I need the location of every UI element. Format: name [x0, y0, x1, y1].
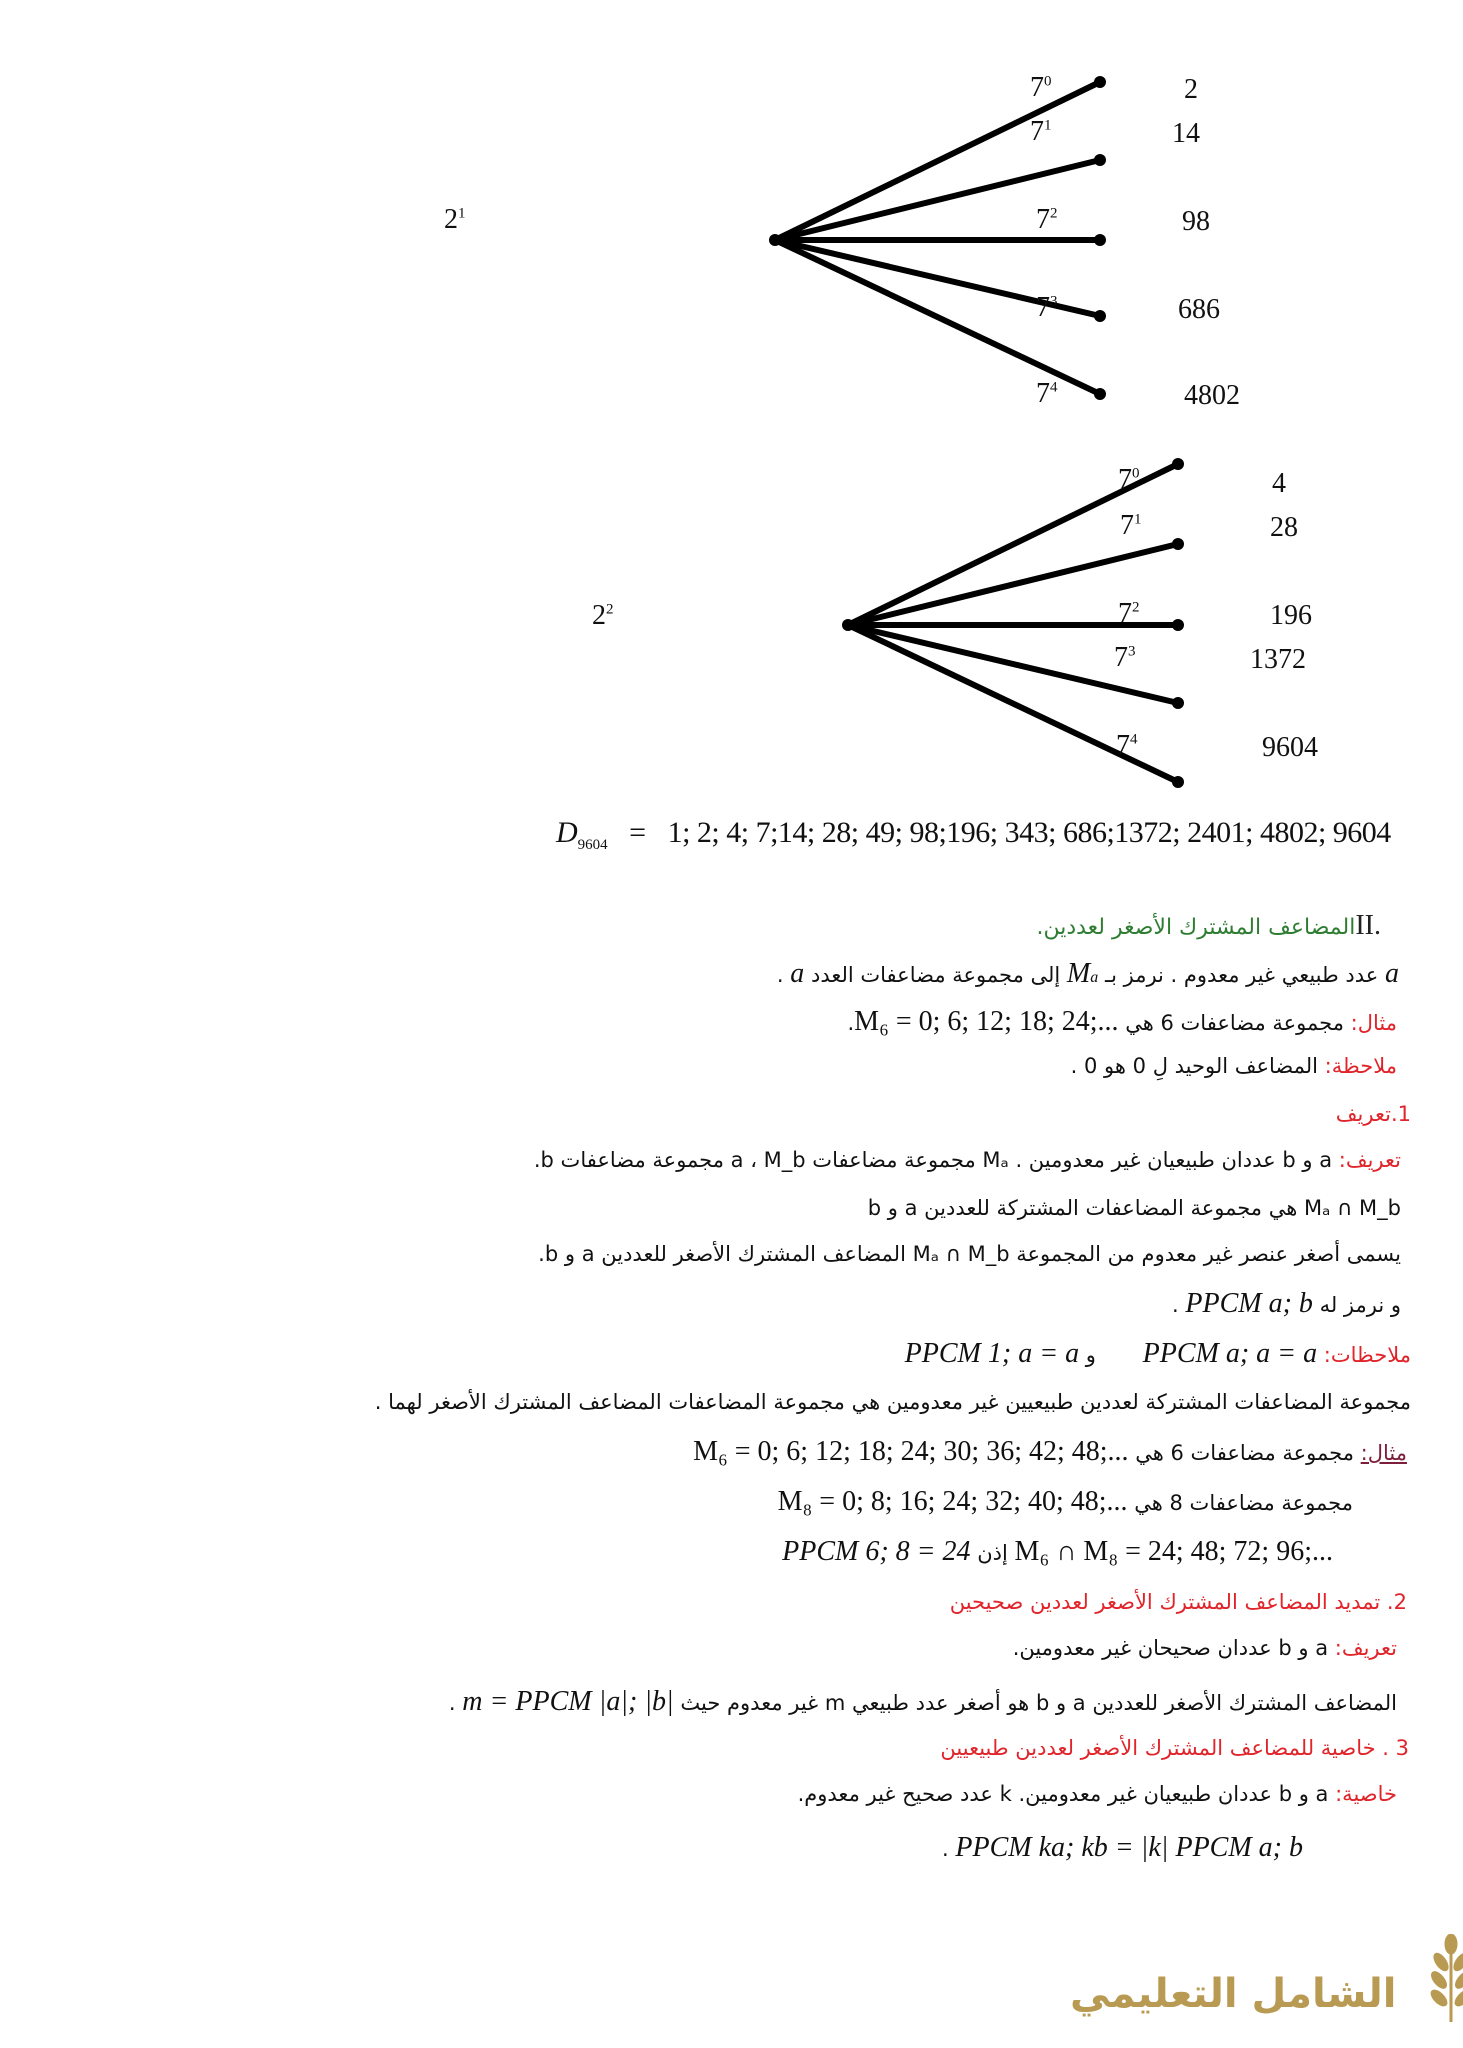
tree2-leaf-node	[1172, 619, 1184, 631]
tree2-power-label: $7^4$	[1116, 730, 1138, 761]
example-2-line-1: مثال: مجموعة مضاعفات 6 هي M₆ = 0; 6; 12; 18; 24; 30; 36; 42; 48;...	[693, 1436, 1407, 1467]
tree1-power-label: $7^4$	[1036, 378, 1058, 409]
tree1-leaf-node	[1094, 310, 1106, 322]
tree2-power-label: $7^0$	[1118, 464, 1140, 495]
tree2-power-label: $7^3$	[1114, 642, 1136, 673]
definition-2-line-1: تعريف: a و b عددان صحيحان غير معدومين.	[1012, 1636, 1397, 1660]
tree1-power-label: $7^3$	[1036, 292, 1058, 323]
notes-line-1: ملاحظات: PPCM a; a = a و PPCM 1; a = a	[904, 1338, 1411, 1369]
tree2-value-label: 28	[1270, 512, 1298, 543]
tree2-value-label: 1372	[1250, 644, 1306, 675]
tree-1	[769, 76, 1106, 400]
tree2-value-label: 4	[1272, 468, 1286, 499]
example-1: مثال: مجموعة مضاعفات 6 هي M₆ = 0; 6; 12; 18; 24;....	[847, 1006, 1397, 1037]
tree2-value-label: 9604	[1262, 732, 1318, 763]
definition-line-2: Mₐ ∩ M_b هي مجموعة المضاعفات المشتركة للعددين a و b	[867, 1196, 1401, 1220]
definition-line-3: يسمى أصغر عنصر غير معدوم من المجموعة Mₐ ∩ M_b المضاعف المشترك الأصغر للعددين a و b.	[538, 1242, 1401, 1266]
tree1-value-label: 686	[1178, 294, 1220, 325]
note-1: ملاحظة: المضاعف الوحيد لِ 0 هو 0 .	[1070, 1054, 1397, 1078]
tree1-value-label: 4802	[1184, 380, 1240, 411]
tree2-leaf-node	[1172, 538, 1184, 550]
property-line-1: خاصية: a و b عددان طبيعيان غير معدومين. k عدد صحيح غير معدوم.	[797, 1782, 1397, 1806]
tree1-value-label: 14	[1172, 118, 1200, 149]
example-2-line-3: M₆ ∩ M₈ = 24; 48; 72; 96;... إذن PPCM 6; 8 = 24	[782, 1536, 1333, 1567]
tree2-value-label: 196	[1270, 600, 1312, 631]
property-formula: PPCM ka; kb = |k| PPCM a; b .	[941, 1832, 1303, 1863]
tree1-leaf-node	[1094, 76, 1106, 88]
definition-heading: 1.تعريف	[1335, 1102, 1411, 1126]
tree2-leaf-node	[1172, 697, 1184, 709]
definition-2-line-2: المضاعف المشترك الأصغر للعددين a و b هو أصغر عدد طبيعي m غير معدوم حيث m = PPCM |a|; |b| .	[448, 1686, 1397, 1717]
tree1-leaf-node	[1094, 234, 1106, 246]
divisors-formula: $D_{9604} = 1$; 2; 4; 7;14; 28; 49; 98;196; 343; 686;1372; 2401; 4802; 9604	[556, 816, 1391, 853]
tree2-leaf-node	[1172, 776, 1184, 788]
brand-logo	[1070, 1964, 1463, 2024]
factor-trees	[0, 0, 1463, 830]
tree2-leaf-node	[1172, 458, 1184, 470]
tree2-root-label: $2^2$	[592, 600, 614, 631]
notes-line-2: مجموعة المضاعفات المشتركة لعددين طبيعيين غير معدومين هي مجموعة المضاعفات المضاعف المشترك الأصغر لهما .	[374, 1390, 1411, 1414]
tree1-value-label: 98	[1182, 206, 1210, 237]
tree2-power-label: $7^1$	[1120, 510, 1142, 541]
wheat-icon	[1406, 1934, 1463, 2024]
tree1-root-label: $2^1$	[444, 204, 466, 235]
brand-logo-text: الشامل التعليمي	[1070, 1971, 1397, 2017]
tree2-root-node	[842, 619, 854, 631]
tree1-value-label: 2	[1184, 74, 1198, 105]
property-heading: 3 . خاصية للمضاعف المشترك الأصغر لعددين طبيعيين	[940, 1736, 1409, 1760]
tree1-power-label: $7^2$	[1036, 204, 1058, 235]
intro-line: a عدد طبيعي غير معدوم . نرمز بـ Ma إلى مجموعة مضاعفات العدد a .	[776, 958, 1399, 989]
definition-line-1: تعريف: a و b عددان طبيعيان غير معدومين . Mₐ مجموعة مضاعفات a ، M_b مجموعة مضاعفات b.	[533, 1148, 1401, 1172]
tree2-power-label: $7^2$	[1118, 598, 1140, 629]
tree1-power-label: $7^1$	[1030, 116, 1052, 147]
example-2-line-2: مجموعة مضاعفات 8 هي M₈ = 0; 8; 16; 24; 32; 40; 48;...	[777, 1486, 1353, 1517]
section-title: II.المضاعف المشترك الأصغر لعددين.	[1036, 910, 1381, 941]
tree1-power-label: $7^0$	[1030, 72, 1052, 103]
tree1-leaf-node	[1094, 154, 1106, 166]
definition-line-4: و نرمز له PPCM a; b .	[1171, 1288, 1401, 1319]
tree1-leaf-node	[1094, 388, 1106, 400]
tree1-root-node	[769, 234, 781, 246]
extension-heading: 2. تمديد المضاعف المشترك الأصغر لعددين صحيحين	[949, 1590, 1407, 1614]
